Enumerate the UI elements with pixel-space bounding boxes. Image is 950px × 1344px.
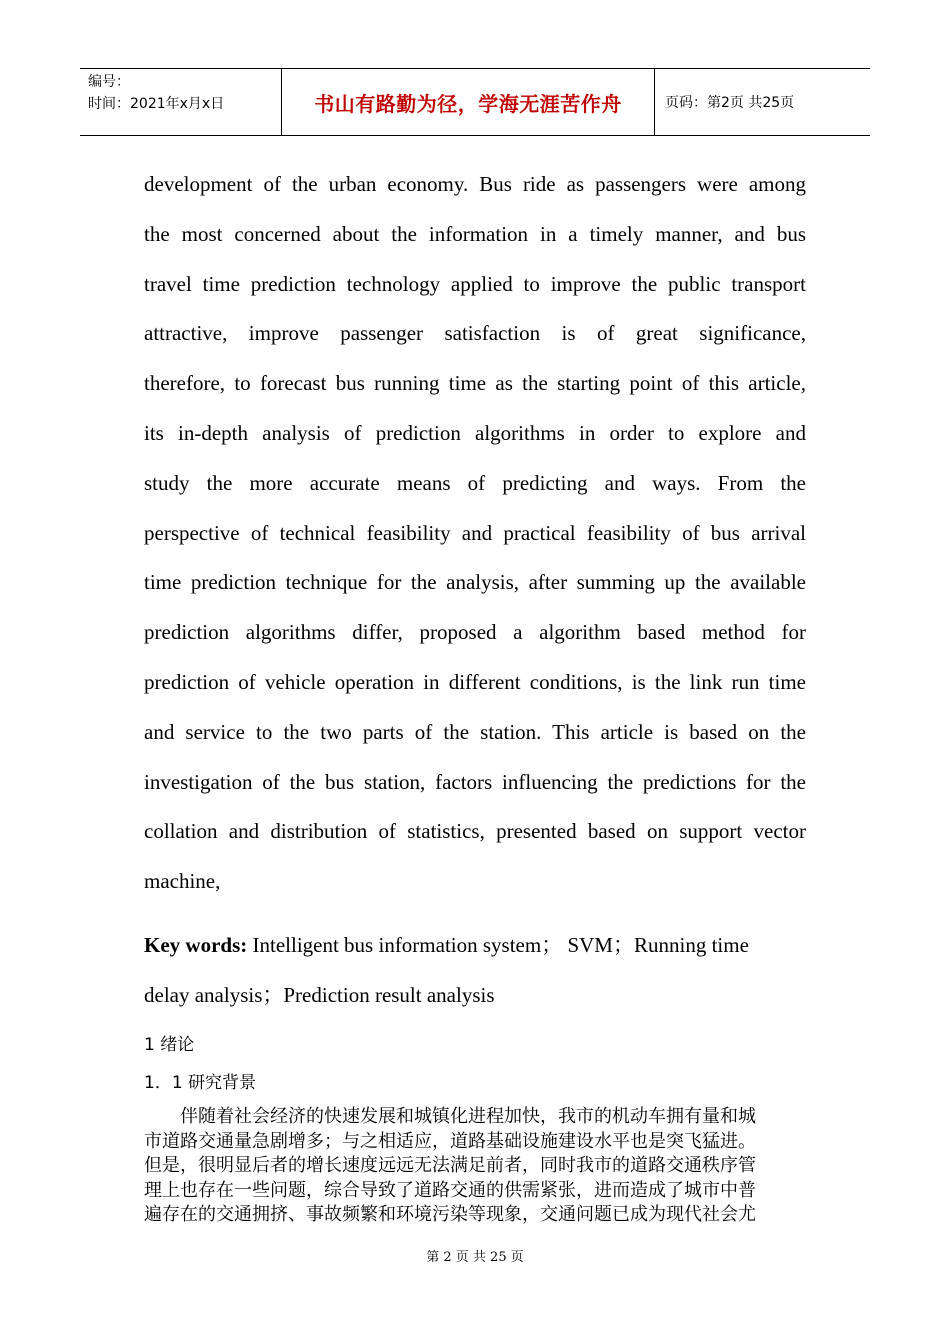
page-header: [80, 68, 870, 136]
header-motto: 书山有路勤为径，学海无涯苦作舟: [314, 91, 622, 116]
abstract-line: its in-depth analysis of prediction algorithms in order to explore and: [144, 420, 806, 445]
keywords: [144, 920, 806, 1020]
abstract-line: investigation of the bus station, factors influencing the predictions for the: [144, 769, 806, 794]
abstract-line: development of the urban economy. Bus ride as passengers were among: [144, 172, 806, 196]
abstract-line: perspective of technical feasibility and practical feasibility of bus arrival: [144, 520, 806, 545]
abstract-line: travel time prediction technology applied to improve the public transport: [144, 271, 806, 296]
keywords-text-1: Intelligent bus information system； SVM；Running time: [247, 933, 749, 957]
abstract-line: prediction of vehicle operation in different conditions, is the link run time: [144, 669, 806, 694]
abstract-line: study the more accurate means of predicting and ways. From the: [144, 470, 806, 495]
keywords-label: Key words:: [144, 933, 248, 957]
header-page-info: 页码：第2页 共25页: [665, 95, 795, 111]
abstract-line: therefore, to forecast bus running time as the starting point of this article,: [144, 371, 806, 396]
chinese-body: [144, 1105, 806, 1228]
body-line: 但是，很明显后者的增长速度远远无法满足前者，同时我市的道路交通秩序管: [144, 1155, 756, 1176]
abstract-line: time prediction technique for the analysis, after summing up the available: [144, 570, 806, 595]
keywords-line-1: [144, 920, 806, 970]
body-line: 遍存在的交通拥挤、事故频繁和环境污染等现象，交通问题已成为现代社会尤: [144, 1204, 756, 1225]
abstract-line: prediction algorithms differ, proposed a algorithm based method for: [144, 620, 806, 645]
keywords-text-2: delay analysis；Prediction result analysis: [144, 983, 495, 1007]
body-line: 市道路交通量急剧增多；与之相适应，道路基础设施建设水平也是突飞猛进。: [144, 1130, 756, 1152]
abstract-body: [144, 160, 806, 907]
section-heading-1: 1 绪论: [144, 1035, 195, 1055]
header-motto-cell: [282, 69, 655, 135]
body-line: 伴随着社会经济的快速发展和城镇化进程加快，我市的机动车拥有量和城: [144, 1106, 756, 1127]
number-label: 编号：: [88, 74, 130, 90]
header-meta: [80, 69, 282, 135]
abstract-line: the most concerned about the information in a timely manner, and bus: [144, 221, 806, 246]
page-footer: 第 2 页 共 25 页: [426, 1250, 524, 1265]
time-label: 时间：2021年x月x日: [88, 96, 225, 112]
abstract-line: attractive, improve passenger satisfaction is of great significance,: [144, 321, 806, 346]
abstract-line: collation and distribution of statistics, presented based on support vector: [144, 819, 806, 844]
abstract-line: and service to the two parts of the station. This article is based on the: [144, 719, 806, 744]
body-line: 理上也存在一些问题，综合导致了道路交通的供需紧张，进而造成了城市中普: [144, 1179, 756, 1201]
section-heading-1-1: 1．1 研究背景: [144, 1073, 257, 1093]
abstract-line: machine,: [144, 869, 221, 894]
